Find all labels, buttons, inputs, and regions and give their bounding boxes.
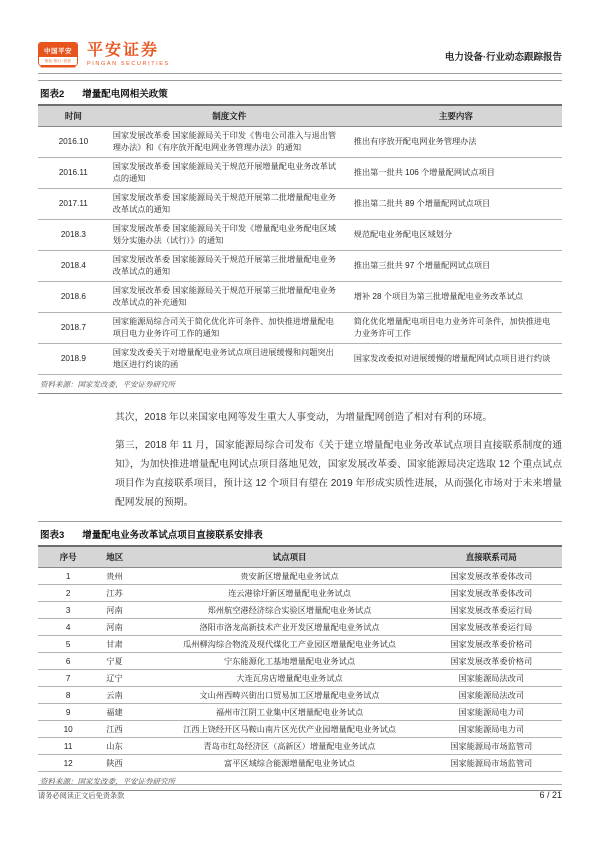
figure-2-section xyxy=(38,80,562,394)
project-name: 江西上饶经开区马鞍山南片区光伏产业园增量配电业务试点 xyxy=(159,721,421,738)
policy-date: 2018.7 xyxy=(38,313,109,344)
region-name: 山东 xyxy=(98,738,158,755)
region-name: 宁夏 xyxy=(98,653,158,670)
project-name: 洛阳市洛龙高新技术产业开发区增量配电业务试点 xyxy=(159,619,421,636)
policy-table-head xyxy=(38,105,562,127)
project-name: 福州市江阴工业集中区增量配电业务试点 xyxy=(159,704,421,721)
contact-bureau: 国家发展改革委运行局 xyxy=(421,602,562,619)
contact-bureau: 国家发展改革委价格司 xyxy=(421,653,562,670)
policy-document: 国家发改委关于对增量配电业务试点项目进展缓慢和问题突出地区进行约谈的函 xyxy=(109,344,350,375)
policy-content: 简化优化增量配电项目电力业务许可条件，加快推进电力业务许可工作 xyxy=(350,313,562,344)
project-name: 青岛市红岛经济区（高新区）增量配电业务试点 xyxy=(159,738,421,755)
pilot-table-head xyxy=(38,546,562,568)
table-row xyxy=(38,220,562,251)
col-header-time: 时间 xyxy=(38,105,109,127)
region-name: 陕西 xyxy=(98,755,158,772)
table-row xyxy=(38,568,562,585)
row-number: 3 xyxy=(38,602,98,619)
row-number: 9 xyxy=(38,704,98,721)
region-name: 贵州 xyxy=(98,568,158,585)
policy-date: 2018.3 xyxy=(38,220,109,251)
body-text xyxy=(115,408,562,512)
col-header-project: 试点项目 xyxy=(159,546,421,568)
policy-content: 推出第二批共 89 个增量配网试点项目 xyxy=(350,189,562,220)
row-number: 11 xyxy=(38,738,98,755)
row-number: 2 xyxy=(38,585,98,602)
region-name: 云南 xyxy=(98,687,158,704)
project-name: 瓜州柳沟综合物流及现代煤化工产业园区增量配电业务试点 xyxy=(159,636,421,653)
col-header-content: 主要内容 xyxy=(350,105,562,127)
policy-content: 国家发改委拟对进展缓慢的增量配网试点项目进行约谈 xyxy=(350,344,562,375)
contact-bureau: 国家能源局电力司 xyxy=(421,721,562,738)
badge-bottom-text: 保险·银行·投资 xyxy=(39,57,77,65)
policy-date: 2018.9 xyxy=(38,344,109,375)
policy-document: 国家发展改革委 国家能源局关于印发《售电公司准入与退出管理办法》和《有序放开配电网业务管理办法》的通知 xyxy=(109,127,350,158)
table-row xyxy=(38,687,562,704)
table-row xyxy=(38,619,562,636)
report-type-title: 电力设备·行业动态跟踪报告 xyxy=(444,52,562,63)
row-number: 10 xyxy=(38,721,98,738)
project-name: 文山州西畴兴街出口贸易加工区增量配电业务试点 xyxy=(159,687,421,704)
policy-content: 推出第一批共 106 个增量配网试点项目 xyxy=(350,158,562,189)
col-header-no: 序号 xyxy=(38,546,98,568)
table-row xyxy=(38,282,562,313)
figure-3-caption: 增量配电业务改革试点项目直接联系安排表 xyxy=(82,530,263,541)
contact-bureau: 国家发展改革委体改司 xyxy=(421,585,562,602)
report-page xyxy=(38,0,562,791)
pilot-table-body xyxy=(38,568,562,772)
col-header-bureau: 直接联系司局 xyxy=(421,546,562,568)
row-number: 6 xyxy=(38,653,98,670)
project-name: 贵安新区增量配电业务试点 xyxy=(159,568,421,585)
policy-date: 2016.10 xyxy=(38,127,109,158)
policy-date: 2017.11 xyxy=(38,189,109,220)
table-row xyxy=(38,127,562,158)
region-name: 江西 xyxy=(98,721,158,738)
table-row xyxy=(38,653,562,670)
header-row xyxy=(38,546,562,568)
contact-bureau: 国家能源局电力司 xyxy=(421,704,562,721)
table-row xyxy=(38,721,562,738)
pilot-project-table xyxy=(38,545,562,772)
brand-name: 平安证券 xyxy=(87,42,160,59)
region-name: 福建 xyxy=(98,704,158,721)
table-row xyxy=(38,158,562,189)
contact-bureau: 国家能源局法改司 xyxy=(421,670,562,687)
contact-bureau: 国家能源局法改司 xyxy=(421,687,562,704)
paragraph: 第三，2018 年 11 月，国家能源局综合司发布《关于建立增量配电业务改革试点项目直接联系制度的通知》，为加快推进增量配电网试点项目落地见效，国家发展改革委、国家能源局决定选取 12 个重点试点项目作为直接联系项目，预计这 12 个项目有望在 2019 年形成实质性进展，从而强化市场对于未来增量配网发展的预期。 xyxy=(115,440,562,508)
figure-3-title xyxy=(38,521,562,545)
policy-date: 2018.4 xyxy=(38,251,109,282)
brand-subtitle: PINGAN SECURITIES xyxy=(87,61,170,67)
table-row xyxy=(38,704,562,721)
region-name: 江苏 xyxy=(98,585,158,602)
figure-2-caption: 增量配电网相关政策 xyxy=(82,89,168,100)
table-row xyxy=(38,670,562,687)
row-number: 8 xyxy=(38,687,98,704)
contact-bureau: 国家能源局市场监管司 xyxy=(421,755,562,772)
figure-3-section xyxy=(38,521,562,791)
project-name: 富平区域综合能源增量配电业务试点 xyxy=(159,755,421,772)
contact-bureau: 国家发展改革委运行局 xyxy=(421,619,562,636)
policy-table xyxy=(38,104,562,375)
project-name: 宁东能源化工基地增量配电业务试点 xyxy=(159,653,421,670)
policy-date: 2018.6 xyxy=(38,282,109,313)
row-number: 12 xyxy=(38,755,98,772)
row-number: 5 xyxy=(38,636,98,653)
page-footer xyxy=(38,784,562,801)
policy-table-body xyxy=(38,127,562,375)
region-name: 河南 xyxy=(98,602,158,619)
brand-wordmark xyxy=(87,42,170,67)
row-number: 1 xyxy=(38,568,98,585)
region-name: 河南 xyxy=(98,619,158,636)
table-row xyxy=(38,251,562,282)
figure-2-title xyxy=(38,80,562,104)
table-row xyxy=(38,585,562,602)
policy-content: 推出有序放开配电网业务管理办法 xyxy=(350,127,562,158)
table-row xyxy=(38,602,562,619)
policy-content: 推出第三批共 97 个增量配网试点项目 xyxy=(350,251,562,282)
contact-bureau: 国家发展改革委价格司 xyxy=(421,636,562,653)
page-header xyxy=(38,0,562,74)
col-header-region: 地区 xyxy=(98,546,158,568)
pingan-logo xyxy=(38,42,170,67)
paragraph: 其次，2018 年以来国家电网等发生重大人事变动，为增量配网创造了相对有利的环境。 xyxy=(115,412,493,423)
col-header-doc: 制度文件 xyxy=(109,105,350,127)
project-name: 连云港徐圩新区增量配电业务试点 xyxy=(159,585,421,602)
figure-2-source: 资料来源：国家发改委，平安证券研究所 xyxy=(38,375,562,394)
header-row xyxy=(38,105,562,127)
table-row xyxy=(38,189,562,220)
region-name: 甘肃 xyxy=(98,636,158,653)
policy-content: 规范配电业务配电区域划分 xyxy=(350,220,562,251)
contact-bureau: 国家能源局市场监管司 xyxy=(421,738,562,755)
pingan-badge-icon xyxy=(38,42,78,66)
policy-document: 国家发展改革委 国家能源局关于规范开展增量配电业务改革试点的通知 xyxy=(109,158,350,189)
project-name: 大连瓦房店增量配电业务试点 xyxy=(159,670,421,687)
policy-document: 国家发展改革委 国家能源局关于印发《增量配电业务配电区域划分实施办法（试行）》的通知 xyxy=(109,220,350,251)
row-number: 4 xyxy=(38,619,98,636)
page-number: 6 / 21 xyxy=(539,790,562,800)
footer-disclaimer: 请务必阅读正文后免责条款 xyxy=(38,791,125,800)
table-row xyxy=(38,755,562,772)
policy-document: 国家发展改革委 国家能源局关于规范开展第三批增量配电业务改革试点的补充通知 xyxy=(109,282,350,313)
policy-content: 增补 28 个项目为第三批增量配电业务改革试点 xyxy=(350,282,562,313)
table-row xyxy=(38,636,562,653)
row-number: 7 xyxy=(38,670,98,687)
figure-2-label: 图表2 xyxy=(40,89,65,100)
policy-date: 2016.11 xyxy=(38,158,109,189)
table-row xyxy=(38,738,562,755)
contact-bureau: 国家发展改革委体改司 xyxy=(421,568,562,585)
figure-3-label: 图表3 xyxy=(40,530,65,541)
project-name: 郑州航空港经济综合实验区增量配电业务试点 xyxy=(159,602,421,619)
table-row xyxy=(38,313,562,344)
badge-top-text: 中国平安 xyxy=(39,43,77,57)
table-row xyxy=(38,344,562,375)
figure-3-source: 资料来源：国家发改委，平安证券研究所 xyxy=(38,772,562,791)
policy-document: 国家发展改革委 国家能源局关于规范开展第二批增量配电业务改革试点的通知 xyxy=(109,189,350,220)
policy-document: 国家能源局综合司关于简化优化许可条件、加快推进增量配电项目电力业务许可工作的通知 xyxy=(109,313,350,344)
policy-document: 国家发展改革委 国家能源局关于规范开展第三批增量配电业务改革试点的通知 xyxy=(109,251,350,282)
region-name: 辽宁 xyxy=(98,670,158,687)
